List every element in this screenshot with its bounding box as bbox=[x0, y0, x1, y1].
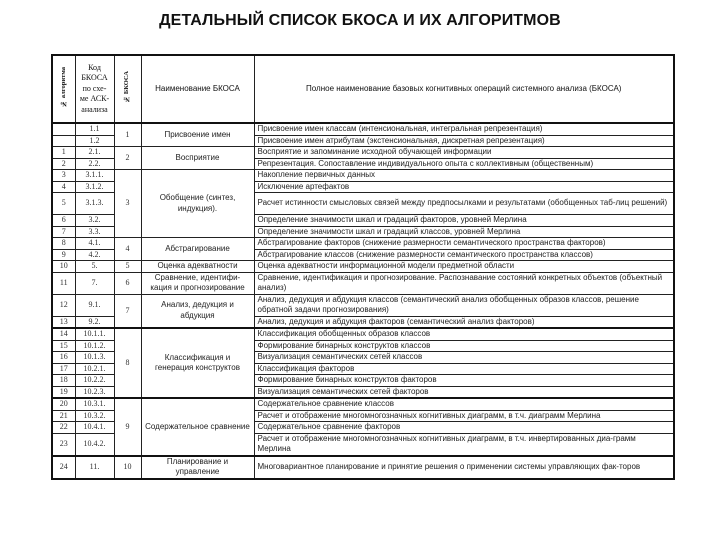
cell-code: 3.1.3. bbox=[75, 193, 114, 215]
cell-name: Оценка адекватности bbox=[141, 261, 254, 273]
cell-group: 2 bbox=[114, 147, 141, 170]
cell-num: 1 bbox=[52, 147, 75, 159]
cell-full: Формирование бинарных конструктов факторов bbox=[254, 375, 674, 387]
cell-full: Определение значимости шкал и градаций классов, уровней Мерлина bbox=[254, 226, 674, 238]
cell-name: Анализ, дедукция и абдукция bbox=[141, 294, 254, 328]
cell-name: Классификация и генерация конструктов bbox=[141, 328, 254, 398]
cell-code: 10.2.3. bbox=[75, 386, 114, 398]
cell-full: Восприятие и запоминание исходной обучающей информации bbox=[254, 147, 674, 159]
cell-full: Анализ, дедукция и абдукция классов (семантический анализ обобщенных образов классов, решение обратной задачи прогнозирования) bbox=[254, 294, 674, 316]
cell-name: Сравнение, идентифи-кация и прогнозирование bbox=[141, 272, 254, 294]
header-bkosa-num: № БКОСА bbox=[114, 55, 141, 123]
cell-code: 9.2. bbox=[75, 316, 114, 328]
cell-full: Оценка адекватности информационной модели предметной области bbox=[254, 261, 674, 273]
cell-code: 10.4.2. bbox=[75, 433, 114, 456]
table-row bbox=[52, 147, 674, 159]
cell-name: Содержательное сравнение bbox=[141, 398, 254, 456]
cell-num: 21 bbox=[52, 410, 75, 422]
cell-code: 10.3.2. bbox=[75, 410, 114, 422]
cell-code: 11. bbox=[75, 456, 114, 479]
cell-code: 3.2. bbox=[75, 215, 114, 227]
cell-full: Классификация факторов bbox=[254, 363, 674, 375]
cell-full: Формирование бинарных конструктов классов bbox=[254, 340, 674, 352]
cell-num: 24 bbox=[52, 456, 75, 479]
cell-name: Обобщение (синтез, индукция). bbox=[141, 170, 254, 238]
cell-group: 1 bbox=[114, 123, 141, 147]
cell-code: 2.2. bbox=[75, 158, 114, 170]
cell-num: 14 bbox=[52, 328, 75, 340]
cell-full: Сравнение, идентификация и прогнозирование. Распознавание состояний конкретных объектов (объектный анализ) bbox=[254, 272, 674, 294]
cell-code: 7. bbox=[75, 272, 114, 294]
cell-group: 6 bbox=[114, 272, 141, 294]
cell-num: 19 bbox=[52, 386, 75, 398]
cell-code: 1.1 bbox=[75, 123, 114, 135]
cell-num: 18 bbox=[52, 375, 75, 387]
cell-group: 7 bbox=[114, 294, 141, 328]
cell-code: 3.1.1. bbox=[75, 170, 114, 182]
cell-code: 10.1.3. bbox=[75, 352, 114, 364]
cell-full: Визуализация семантических сетей классов bbox=[254, 352, 674, 364]
cell-num: 2 bbox=[52, 158, 75, 170]
cell-num: 5 bbox=[52, 193, 75, 215]
table-row bbox=[52, 294, 674, 316]
table-row bbox=[52, 328, 674, 340]
cell-full: Присвоение имен классам (интенсиональная, интегральная репрезентация) bbox=[254, 123, 674, 135]
cell-full: Накопление первичных данных bbox=[254, 170, 674, 182]
table-row bbox=[52, 272, 674, 294]
bkosa-table bbox=[51, 54, 675, 480]
cell-full: Анализ, дедукция и абдукция факторов (семантический анализ факторов) bbox=[254, 316, 674, 328]
cell-name: Присвоение имен bbox=[141, 123, 254, 147]
cell-num: 22 bbox=[52, 422, 75, 434]
cell-full: Многовариантное планирование и принятие решения о применении системы управляющих фак-торов bbox=[254, 456, 674, 479]
cell-num: 9 bbox=[52, 249, 75, 261]
table-row bbox=[52, 238, 674, 250]
cell-num: 4 bbox=[52, 181, 75, 193]
header-code: Код БКОСА по схе-ме АСК-анализа bbox=[75, 55, 114, 123]
cell-num: 23 bbox=[52, 433, 75, 456]
table-row bbox=[52, 170, 674, 182]
cell-group: 8 bbox=[114, 328, 141, 398]
cell-full: Классификация обобщенных образов классов bbox=[254, 328, 674, 340]
table-row bbox=[52, 123, 674, 135]
cell-num: 16 bbox=[52, 352, 75, 364]
cell-num: 13 bbox=[52, 316, 75, 328]
page-title: ДЕТАЛЬНЫЙ СПИСОК БКОСА И ИХ АЛГОРИТМОВ bbox=[159, 12, 561, 29]
cell-code: 4.2. bbox=[75, 249, 114, 261]
cell-num: 17 bbox=[52, 363, 75, 375]
cell-num: 10 bbox=[52, 261, 75, 273]
cell-group: 3 bbox=[114, 170, 141, 238]
cell-num bbox=[52, 135, 75, 147]
header-full-name: Полное наименование базовых когнитивных операций системного анализа (БКОСА) bbox=[254, 55, 674, 123]
cell-num: 15 bbox=[52, 340, 75, 352]
cell-name: Восприятие bbox=[141, 147, 254, 170]
cell-num: 6 bbox=[52, 215, 75, 227]
cell-group: 10 bbox=[114, 456, 141, 479]
cell-code: 10.3.1. bbox=[75, 398, 114, 410]
cell-num: 20 bbox=[52, 398, 75, 410]
cell-code: 9.1. bbox=[75, 294, 114, 316]
cell-code: 5. bbox=[75, 261, 114, 273]
cell-full: Присвоение имен атрибутам (экстенсиональная, дискретная репрезентация) bbox=[254, 135, 674, 147]
table-row bbox=[52, 456, 674, 479]
cell-num: 8 bbox=[52, 238, 75, 250]
cell-full: Расчет и отображение многомногозначных когнитивных диаграмм, в т.ч. инвертированных диа-грамм Мерлина bbox=[254, 433, 674, 456]
cell-full: Расчет и отображение многомногозначных когнитивных диаграмм, в т.ч. диаграмм Мерлина bbox=[254, 410, 674, 422]
header-name: Наименование БКОСА bbox=[141, 55, 254, 123]
cell-full: Содержательное сравнение факторов bbox=[254, 422, 674, 434]
cell-name: Планирование и управление bbox=[141, 456, 254, 479]
cell-code: 3.3. bbox=[75, 226, 114, 238]
cell-full: Абстрагирование классов (снижение размерности семантического пространства классов) bbox=[254, 249, 674, 261]
table-row bbox=[52, 398, 674, 410]
cell-code: 4.1. bbox=[75, 238, 114, 250]
table-header-row bbox=[52, 55, 674, 123]
cell-code: 10.2.1. bbox=[75, 363, 114, 375]
cell-group: 4 bbox=[114, 238, 141, 261]
cell-code: 10.2.2. bbox=[75, 375, 114, 387]
cell-num bbox=[52, 123, 75, 135]
cell-group: 5 bbox=[114, 261, 141, 273]
header-algorithm-num: № алгоритма bbox=[52, 55, 75, 123]
cell-num: 7 bbox=[52, 226, 75, 238]
cell-full: Расчет истинности смысловых связей между предпосылками и результатами (обобщенных таб-лиц решений) bbox=[254, 193, 674, 215]
cell-group: 9 bbox=[114, 398, 141, 456]
cell-full: Репрезентация. Сопоставление индивидуального опыта с коллективным (общественным) bbox=[254, 158, 674, 170]
cell-full: Абстрагирование факторов (снижение размерности семантического пространства факторов) bbox=[254, 238, 674, 250]
cell-full: Содержательное сравнение классов bbox=[254, 398, 674, 410]
cell-name: Абстрагирование bbox=[141, 238, 254, 261]
table-row bbox=[52, 261, 674, 273]
cell-code: 10.1.2. bbox=[75, 340, 114, 352]
cell-full: Визуализация семантических сетей факторов bbox=[254, 386, 674, 398]
cell-code: 2.1. bbox=[75, 147, 114, 159]
cell-code: 10.1.1. bbox=[75, 328, 114, 340]
cell-full: Определение значимости шкал и градаций факторов, уровней Мерлина bbox=[254, 215, 674, 227]
cell-code: 3.1.2. bbox=[75, 181, 114, 193]
cell-num: 11 bbox=[52, 272, 75, 294]
cell-num: 3 bbox=[52, 170, 75, 182]
cell-code: 10.4.1. bbox=[75, 422, 114, 434]
cell-full: Исключение артефактов bbox=[254, 181, 674, 193]
cell-code: 1.2 bbox=[75, 135, 114, 147]
cell-num: 12 bbox=[52, 294, 75, 316]
